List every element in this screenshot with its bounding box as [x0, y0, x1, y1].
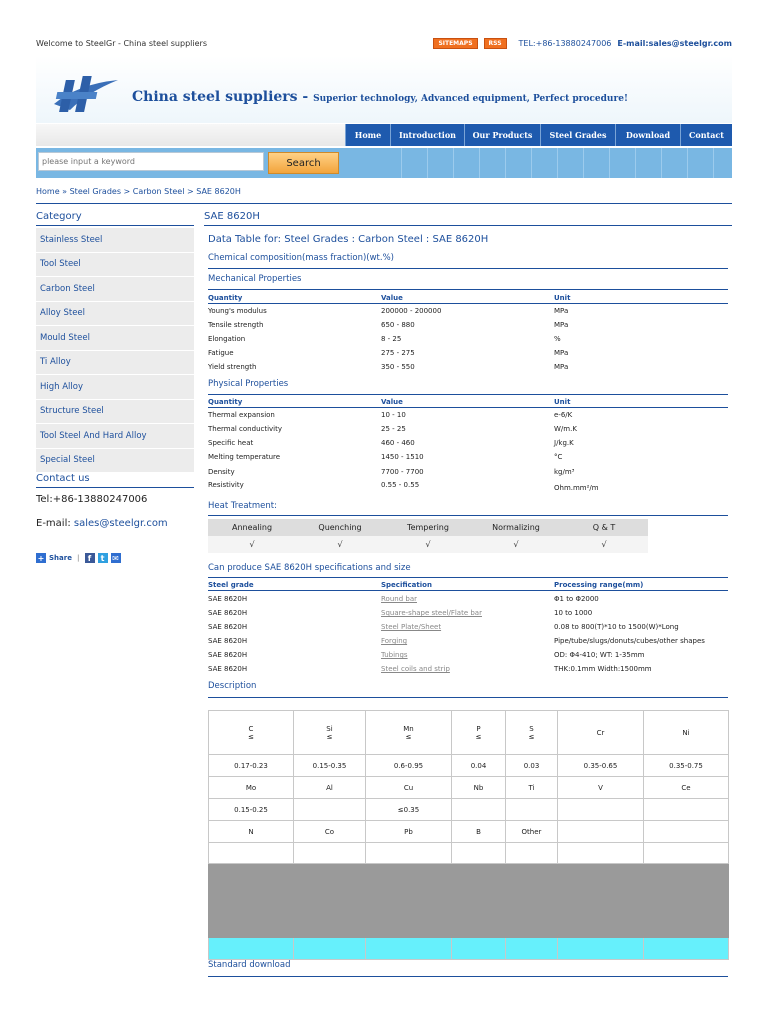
cell-unit: e-6/K: [554, 411, 573, 419]
top-links: [433, 38, 732, 49]
header-quantity: Quantity: [208, 398, 243, 406]
element-cell: [294, 711, 366, 755]
brand-slogan: Superior technology, Advanced equipment, Perfect procedure!: [313, 94, 628, 104]
divider: [204, 225, 732, 226]
header-steel-grade: Steel grade: [208, 581, 254, 589]
category-ti-alloy[interactable]: Ti Alloy: [36, 351, 194, 376]
divider: [208, 303, 728, 304]
contact-phone: Tel:+86-13880247006: [36, 494, 148, 505]
cell-quantity: Tensile strength: [208, 321, 264, 329]
contact-email: [36, 518, 168, 529]
cell-value: 350 - 550: [381, 363, 415, 371]
cell-quantity: Fatigue: [208, 349, 234, 357]
divider: [208, 407, 728, 408]
category-tool-steel-hard-alloy[interactable]: Tool Steel And Hard Alloy: [36, 424, 194, 449]
element-limit: ≤: [475, 732, 482, 741]
header-specification: Specification: [381, 581, 432, 589]
divider: [36, 487, 194, 488]
category-alloy-steel[interactable]: Alloy Steel: [36, 302, 194, 327]
cell-quantity: Density: [208, 468, 235, 476]
nav-our-products[interactable]: Our Products: [464, 124, 540, 146]
value-cell: [558, 799, 644, 821]
cell-grade: SAE 8620H: [208, 637, 248, 645]
element-cell: [452, 711, 506, 755]
cell-unit: %: [554, 335, 561, 343]
cell-value: 275 - 275: [381, 349, 415, 357]
table-row: [209, 777, 729, 799]
cell-quantity: Resistivity: [208, 481, 244, 489]
value-cell: [452, 799, 506, 821]
cell-value: 650 - 880: [381, 321, 415, 329]
table-row: [209, 843, 729, 864]
page-title: SAE 8620H: [204, 211, 260, 222]
value-cell: 0.15-0.25: [209, 799, 294, 821]
standard-download-link[interactable]: Standard download: [208, 960, 291, 970]
element-symbol: Co: [294, 821, 366, 843]
plus-icon[interactable]: +: [37, 553, 45, 563]
divider: [208, 697, 728, 698]
element-cell: [506, 711, 558, 755]
table-row: [209, 711, 729, 755]
spec-link[interactable]: Steel Plate/Sheet: [381, 623, 442, 631]
element-limit: ≤: [528, 732, 535, 741]
gray-block: [209, 864, 729, 938]
cyan-cell: [452, 938, 506, 960]
divider: [208, 268, 728, 269]
cell-grade: SAE 8620H: [208, 595, 248, 603]
spec-link[interactable]: Square-shape steel/Flate bar: [381, 609, 482, 617]
physical-properties-title: Physical Properties: [208, 379, 289, 389]
heat-header: Quenching: [296, 519, 384, 536]
search-bar-pattern: [376, 148, 732, 178]
cell-grade: SAE 8620H: [208, 623, 248, 631]
value-cell: [506, 799, 558, 821]
header-value: Value: [381, 294, 403, 302]
nav-home[interactable]: Home: [345, 124, 390, 146]
spec-link[interactable]: Forging: [381, 637, 408, 645]
cell-quantity: Melting temperature: [208, 453, 281, 461]
category-structure-steel[interactable]: Structure Steel: [36, 400, 194, 425]
description-title: Description: [208, 681, 257, 691]
cell-range: Pipe/tube/slugs/donuts/cubes/other shapes: [554, 637, 705, 645]
element-symbol: V: [558, 777, 644, 799]
table-row: [209, 821, 729, 843]
chemical-composition-title: Chemical composition(mass fraction)(wt.%): [208, 253, 394, 263]
search-button[interactable]: Search: [268, 152, 339, 174]
category-carbon-steel[interactable]: Carbon Steel: [36, 277, 194, 302]
category-high-alloy[interactable]: High Alloy: [36, 375, 194, 400]
heat-header: Normalizing: [472, 519, 560, 536]
top-email-link[interactable]: E-mail:sales@steelgr.com: [617, 39, 732, 48]
cell-unit: Ohm.mm²/m: [554, 484, 599, 492]
cell-range: THK:0.1mm Width:1500mm: [554, 665, 652, 673]
header-value: Value: [381, 398, 403, 406]
spec-link[interactable]: Steel coils and strip: [381, 665, 450, 673]
element-symbol: Mo: [209, 777, 294, 799]
divider: [208, 289, 728, 290]
share-separator: |: [76, 554, 80, 562]
element-symbol: Other: [506, 821, 558, 843]
cell-unit: MPa: [554, 307, 569, 315]
element-symbol: Pb: [366, 821, 452, 843]
cell-quantity: Specific heat: [208, 439, 254, 447]
category-mould-steel[interactable]: Mould Steel: [36, 326, 194, 351]
divider: [208, 515, 728, 516]
value-cell: [558, 843, 644, 864]
value-cell: [366, 843, 452, 864]
data-table-title: Data Table for: Steel Grades : Carbon Steel : SAE 8620H: [208, 234, 489, 245]
cyan-cell: [558, 938, 644, 960]
value-cell: 0.15-0.35: [294, 755, 366, 777]
header-unit: Unit: [554, 398, 571, 406]
category-tool-steel[interactable]: Tool Steel: [36, 253, 194, 278]
nav-steel-grades[interactable]: Steel Grades: [540, 124, 615, 146]
site-header: [36, 56, 732, 123]
value-cell: [209, 843, 294, 864]
table-row: [209, 755, 729, 777]
element-symbol: N: [209, 821, 294, 843]
element-cell: [644, 711, 729, 755]
brand-name: China steel suppliers: [132, 89, 298, 105]
produce-title: Can produce SAE 8620H specifications and size: [208, 563, 411, 573]
contact-title: Contact us: [36, 473, 90, 484]
welcome-text: Welcome to SteelGr - China steel suppliers: [36, 39, 207, 48]
search-input[interactable]: [38, 152, 264, 171]
cell-quantity: Thermal conductivity: [208, 425, 283, 433]
rss-button[interactable]: RSS: [484, 38, 507, 49]
heat-header: Q & T: [560, 519, 648, 536]
header-quantity: Quantity: [208, 294, 243, 302]
cell-range: 10 to 1000: [554, 609, 593, 617]
mechanical-properties-title: Mechanical Properties: [208, 274, 302, 284]
cell-grade: SAE 8620H: [208, 665, 248, 673]
cell-value: 7700 - 7700: [381, 468, 424, 476]
cell-unit: °C: [554, 453, 563, 461]
cell-value: 200000 - 200000: [381, 307, 442, 315]
cell-quantity: Young's modulus: [208, 307, 267, 315]
element-symbol: [644, 821, 729, 843]
heat-check: √: [472, 536, 560, 553]
cell-unit: MPa: [554, 363, 569, 371]
element-symbol: P: [476, 724, 481, 733]
cell-value: 1450 - 1510: [381, 453, 424, 461]
divider: [208, 394, 728, 395]
contact-email-link[interactable]: sales@steelgr.com: [73, 518, 168, 529]
heat-treatment-title: Heat Treatment:: [208, 501, 277, 511]
brand-title: [132, 89, 628, 105]
heat-check: √: [384, 536, 472, 553]
spec-link[interactable]: Tubings: [381, 651, 408, 659]
search-bar: [36, 148, 732, 178]
heat-check: √: [296, 536, 384, 553]
element-cell: [558, 711, 644, 755]
value-cell: [452, 843, 506, 864]
cell-value: 25 - 25: [381, 425, 406, 433]
value-cell: 0.6-0.95: [366, 755, 452, 777]
divider: [36, 225, 194, 226]
cyan-cell: [294, 938, 366, 960]
cell-range: OD: Φ4-410; WT: 1-35mm: [554, 651, 645, 659]
cyan-cell: [209, 938, 294, 960]
cell-unit: W/m.K: [554, 425, 577, 433]
cell-value: 0.55 - 0.55: [381, 481, 420, 489]
element-symbol: S: [529, 724, 534, 733]
element-symbol: Cu: [366, 777, 452, 799]
divider: [36, 203, 732, 204]
composition-table: [208, 710, 729, 960]
heat-check: √: [208, 536, 296, 553]
heat-header: Annealing: [208, 519, 296, 536]
facebook-icon[interactable]: f: [85, 553, 95, 563]
cell-grade: SAE 8620H: [208, 609, 248, 617]
cyan-cell: [366, 938, 452, 960]
brand-dash: -: [297, 89, 314, 105]
main-nav: [36, 124, 732, 146]
cyan-cell: [506, 938, 558, 960]
heat-header: Tempering: [384, 519, 472, 536]
cell-unit: MPa: [554, 321, 569, 329]
cell-value: 10 - 10: [381, 411, 406, 419]
value-cell: [294, 843, 366, 864]
element-symbol: Mn: [403, 724, 414, 733]
value-cell: ≤0.35: [366, 799, 452, 821]
cell-unit: MPa: [554, 349, 569, 357]
cell-quantity: Yield strength: [208, 363, 257, 371]
element-symbol: B: [452, 821, 506, 843]
cell-value: 8 - 25: [381, 335, 402, 343]
cell-unit: J/kg.K: [554, 439, 574, 447]
element-symbol: C: [248, 724, 254, 733]
header-processing-range: Processing range(mm): [554, 581, 644, 589]
element-symbol: Al: [294, 777, 366, 799]
cell-range: Φ1 to Φ2000: [554, 595, 599, 603]
heat-check: √: [560, 536, 648, 553]
category-title: Category: [36, 211, 82, 222]
element-limit: ≤: [405, 732, 412, 741]
heat-treatment-table: [208, 519, 648, 553]
sitemaps-button[interactable]: SITEMAPS: [433, 38, 477, 49]
value-cell: 0.17-0.23: [209, 755, 294, 777]
header-unit: Unit: [554, 294, 571, 302]
element-symbol: [558, 821, 644, 843]
category-special-steel[interactable]: Special Steel: [36, 449, 194, 474]
cell-quantity: Thermal expansion: [208, 411, 275, 419]
divider: [208, 577, 728, 578]
element-symbol: Cr: [596, 728, 605, 737]
value-cell: [644, 843, 729, 864]
value-cell: [294, 799, 366, 821]
element-limit: ≤: [248, 732, 254, 741]
cell-grade: SAE 8620H: [208, 651, 248, 659]
element-symbol: Nb: [452, 777, 506, 799]
spec-link[interactable]: Round bar: [381, 595, 417, 603]
value-cell: 0.35-0.75: [644, 755, 729, 777]
nav-download[interactable]: Download: [615, 124, 680, 146]
divider: [208, 590, 728, 591]
value-cell: [506, 843, 558, 864]
contact-email-label: E-mail:: [36, 518, 74, 529]
element-limit: ≤: [326, 732, 333, 741]
element-cell: [209, 711, 294, 755]
category-list: [36, 228, 194, 473]
top-bar: [36, 38, 732, 52]
nav-introduction[interactable]: Introduction: [390, 124, 464, 146]
share-button[interactable]: Share: [49, 554, 72, 562]
cell-quantity: Elongation: [208, 335, 246, 343]
company-logo-icon[interactable]: [48, 70, 120, 116]
top-phone: TEL:+86-13880247006: [518, 39, 612, 48]
value-cell: [644, 799, 729, 821]
email-icon[interactable]: ✉: [112, 553, 119, 563]
value-cell: 0.03: [506, 755, 558, 777]
breadcrumb[interactable]: Home » Steel Grades > Carbon Steel > SAE 8620H: [36, 187, 241, 196]
cyan-cell: [644, 938, 729, 960]
nav-contact[interactable]: Contact: [680, 124, 732, 146]
divider: [208, 976, 728, 977]
share-bar: [36, 553, 121, 563]
twitter-icon[interactable]: t: [98, 553, 108, 563]
category-stainless-steel[interactable]: Stainless Steel: [36, 228, 194, 253]
element-symbol: Ce: [644, 777, 729, 799]
element-symbol: Si: [326, 724, 333, 733]
cell-value: 460 - 460: [381, 439, 415, 447]
cyan-row: [209, 938, 729, 960]
table-row: [209, 799, 729, 821]
cell-range: 0.08 to 800(T)*10 to 1500(W)*Long: [554, 623, 679, 631]
element-symbol: Ti: [506, 777, 558, 799]
element-symbol: Ni: [682, 728, 690, 737]
cell-unit: kg/m³: [554, 468, 575, 476]
element-cell: [366, 711, 452, 755]
value-cell: 0.04: [452, 755, 506, 777]
value-cell: 0.35-0.65: [558, 755, 644, 777]
gray-cell: [209, 864, 729, 938]
